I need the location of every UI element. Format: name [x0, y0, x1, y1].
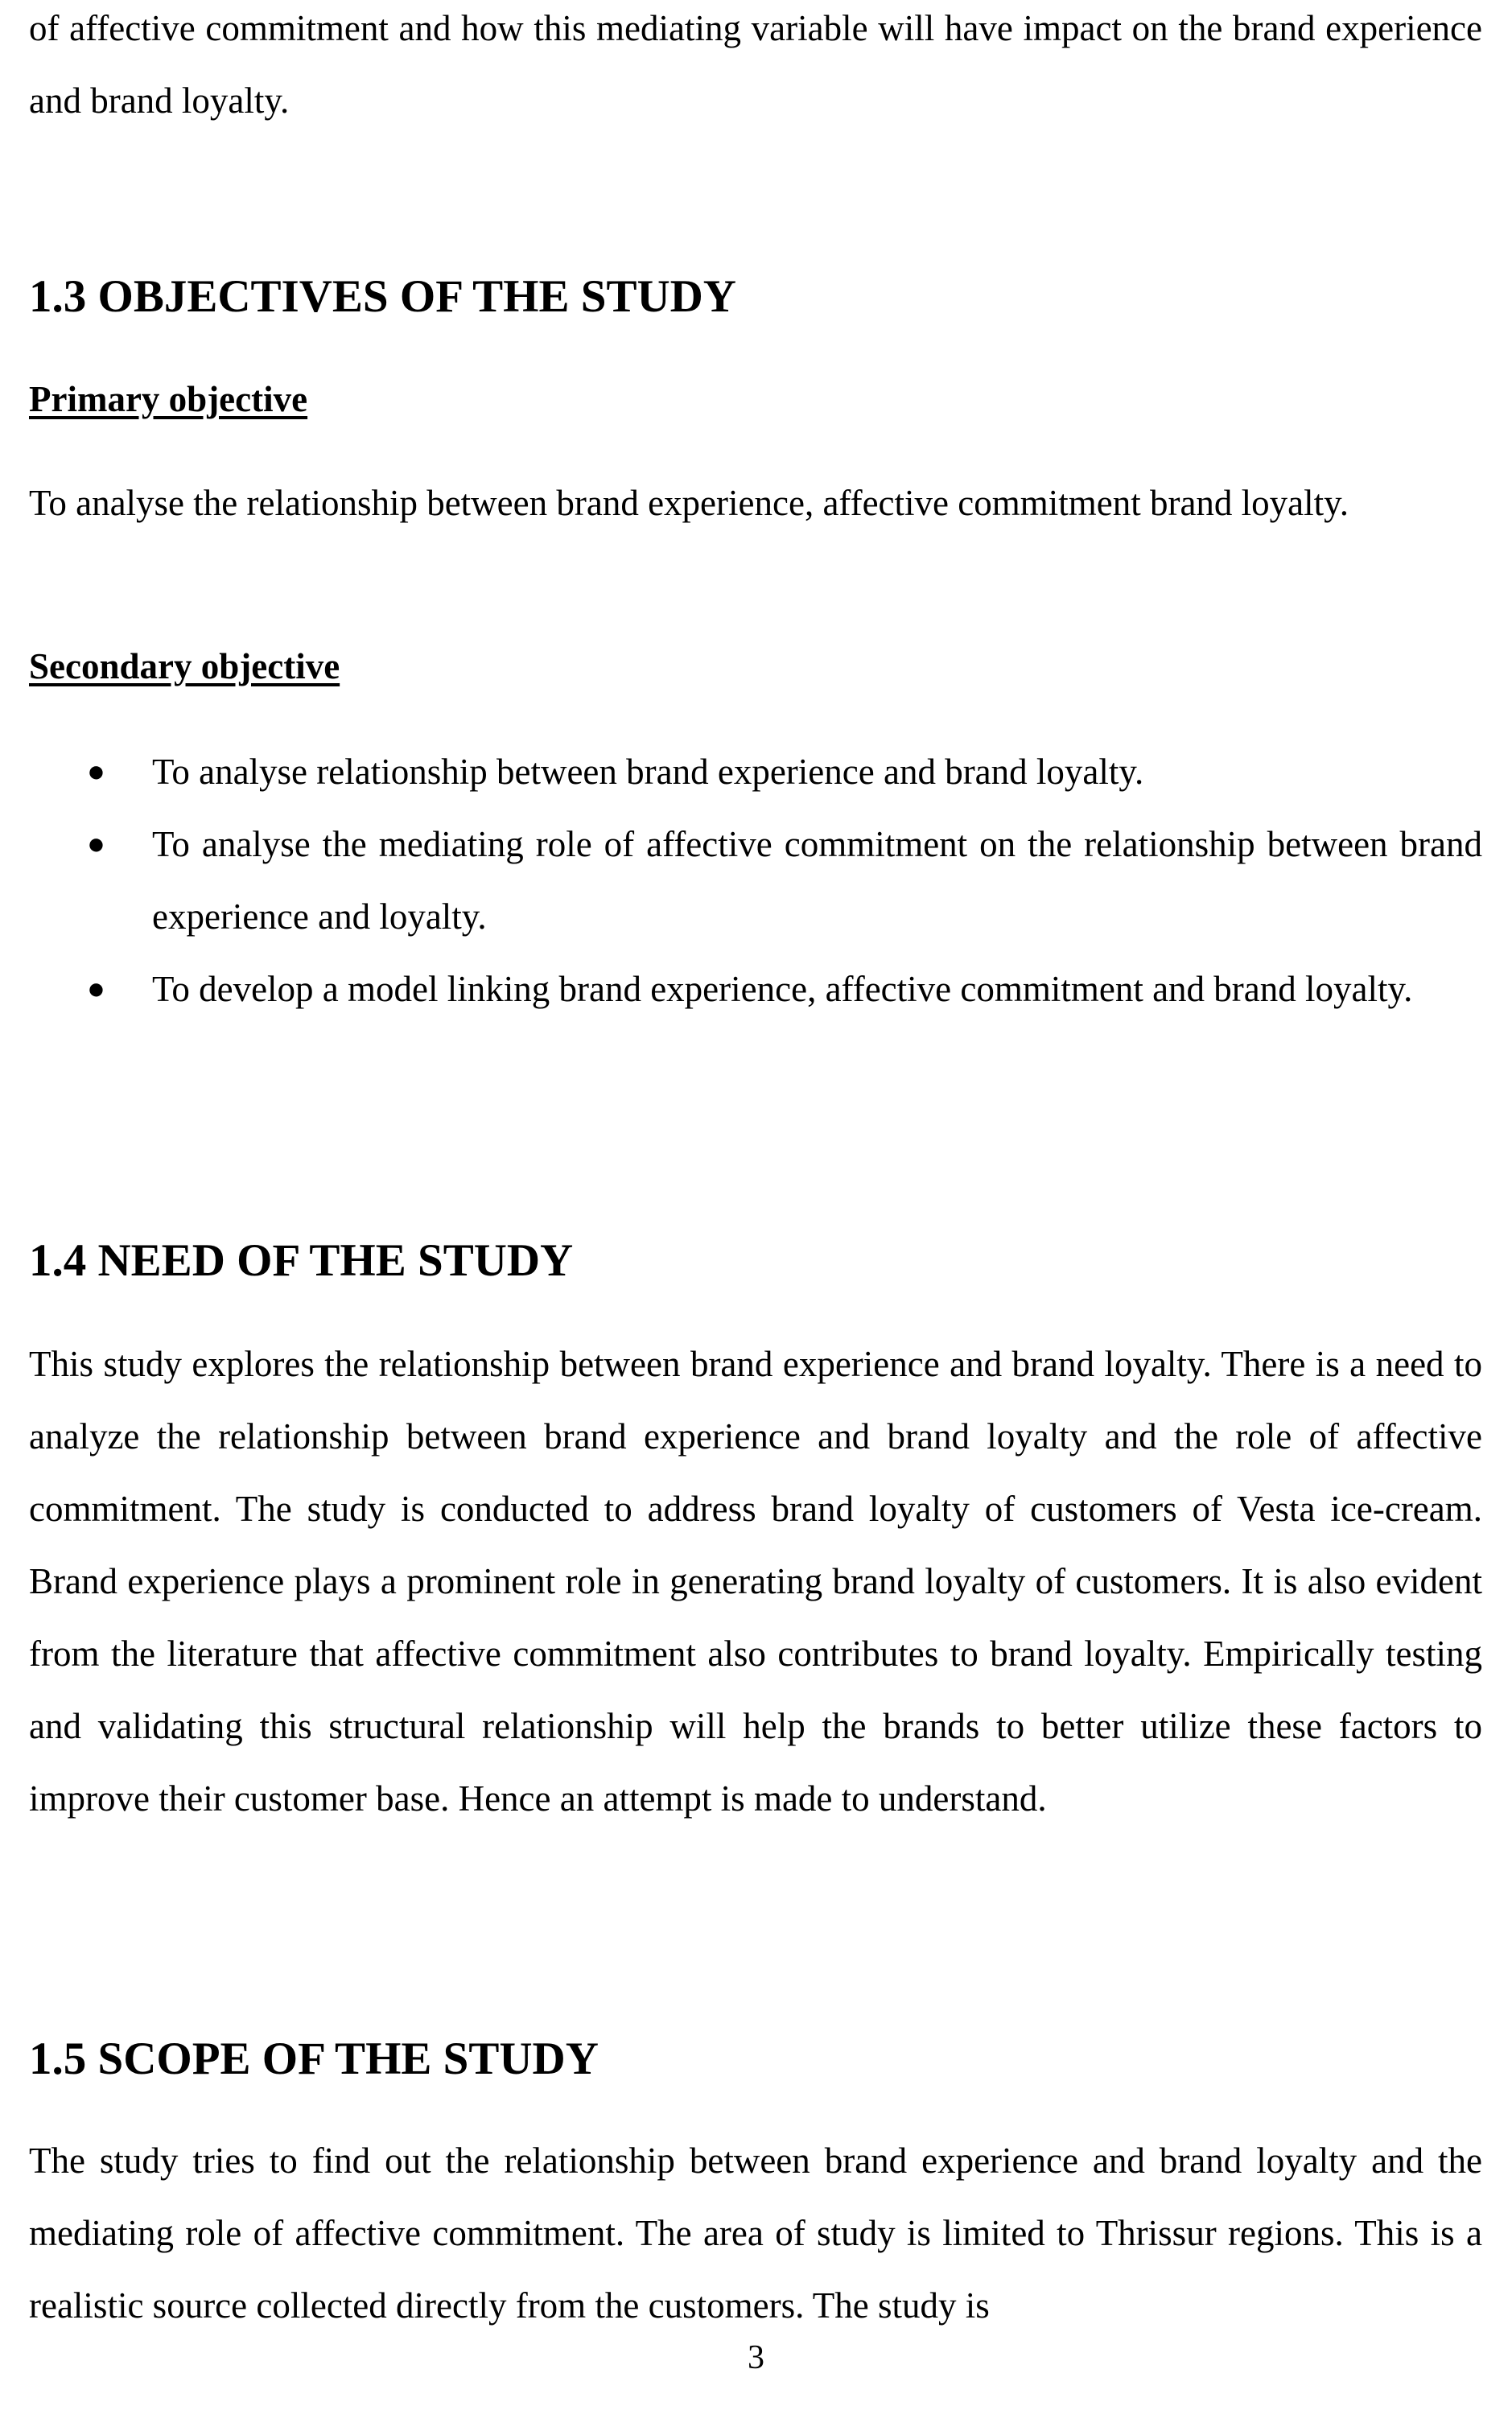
secondary-objective-label: Secondary objective: [29, 646, 340, 686]
intro-paragraph: of affective commitment and how this mediating variable will have impact on the brand experience and brand loyalty.: [29, 8, 1482, 121]
list-item: [29, 735, 1482, 808]
list-item-text: To analyse relationship between brand experience and brand loyalty.: [152, 752, 1144, 792]
list-item: [29, 808, 1482, 953]
section-heading-scope: 1.5 SCOPE OF THE STUDY: [29, 2033, 599, 2084]
section-heading-need: 1.4 NEED OF THE STUDY: [29, 1235, 574, 1286]
list-item-text: To develop a model linking brand experience, affective commitment and brand loyalty.: [152, 969, 1413, 1009]
page-number: 3: [748, 2339, 764, 2376]
scope-of-study-paragraph: The study tries to find out the relationship between brand experience and brand loyalty and the mediating role of affective commitment. The area of study is limited to Thrissur regions. This is a realistic source collected directly from the customers. The study is: [29, 2141, 1482, 2326]
list-item: [29, 953, 1482, 1025]
section-heading-objectives: 1.3 OBJECTIVES OF THE STUDY: [29, 271, 736, 322]
need-of-study-paragraph: This study explores the relationship between brand experience and brand loyalty. There is a need to analyze the relationship between brand experience and brand loyalty and the role of affective commitment. The study is conducted to address brand loyalty of customers of Vesta ice-cream. Brand experience plays a prominent role in generating brand loyalty of customers. It is also evident from the literature that affective commitment also contributes to brand loyalty. Empirically testing and validating this structural relationship will help the brands to better utilize these factors to improve their customer base. Hence an attempt is made to understand.: [29, 1344, 1482, 1819]
primary-objective-text: To analyse the relationship between brand experience, affective commitment brand loyalty.: [29, 483, 1349, 523]
bullet-icon: ●: [87, 972, 105, 1006]
bullet-icon: ●: [87, 755, 105, 789]
secondary-objectives-list: [29, 735, 1482, 1025]
bullet-icon: ●: [87, 827, 105, 861]
list-item-text: To analyse the mediating role of affective commitment on the relationship between brand experience and loyalty.: [152, 824, 1482, 937]
primary-objective-label: Primary objective: [29, 379, 308, 419]
